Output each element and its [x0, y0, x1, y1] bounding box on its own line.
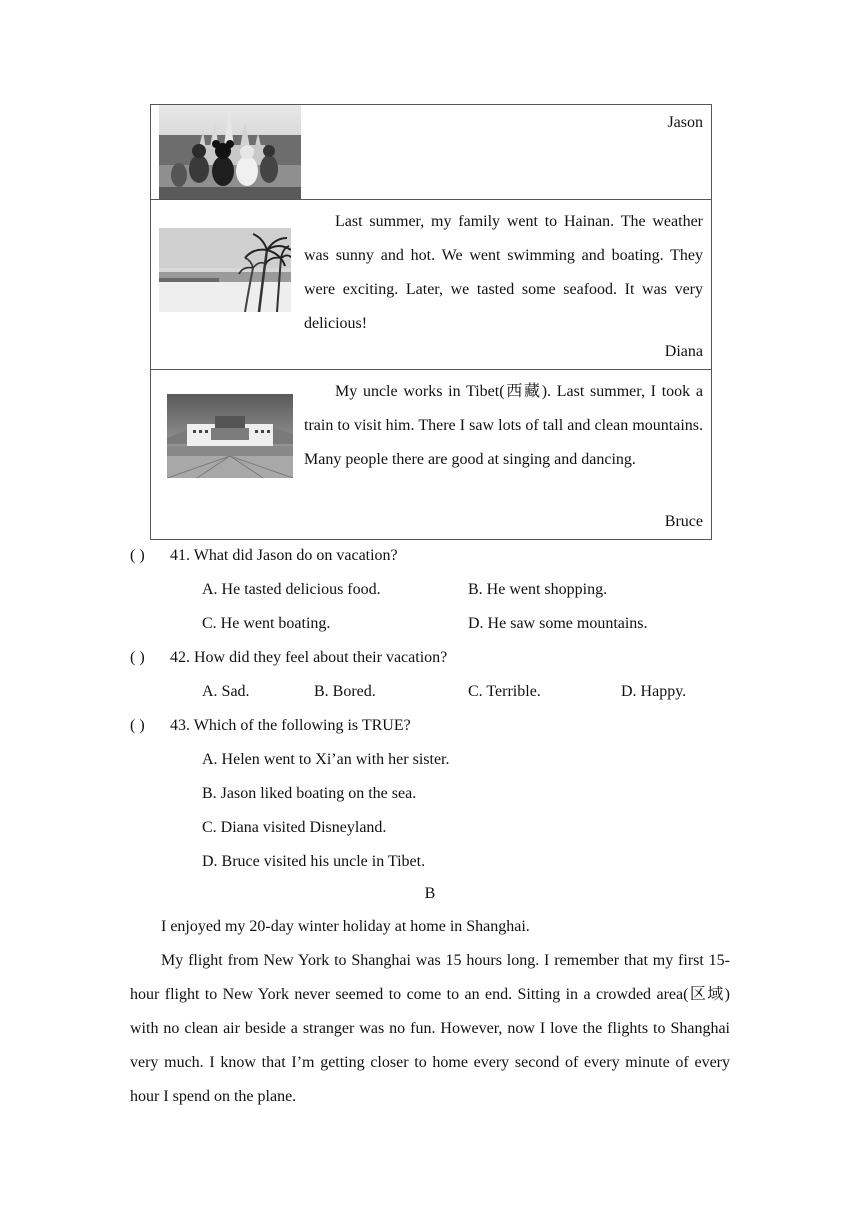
- signature-jason: Jason: [667, 114, 703, 131]
- option-b: B. He went shopping.: [468, 581, 608, 598]
- option-c: C. He went boating.: [202, 615, 331, 632]
- answer-blank[interactable]: ( ): [130, 547, 145, 564]
- signature-bruce: Bruce: [664, 513, 703, 530]
- vacation-entry-text: My uncle works in Tibet(西藏). Last summer, I took a train to visit him. There I saw lots of tall and clean mountains. Many people there are good at singing and dancing.: [304, 383, 703, 468]
- option-d: D. He saw some mountains.: [468, 615, 648, 632]
- option-b: B. Jason liked boating on the sea.: [202, 785, 417, 802]
- passage-paragraph: I enjoyed my 20-day winter holiday at home in Shanghai.: [161, 918, 530, 935]
- table-row: [151, 105, 711, 199]
- option-b: B. Bored.: [314, 683, 376, 700]
- question-43: [130, 716, 411, 736]
- question-stem: 42. How did they feel about their vacation?: [170, 649, 448, 666]
- option-d: D. Bruce visited his uncle in Tibet.: [202, 853, 426, 870]
- table-row: [151, 199, 711, 369]
- question-42: [130, 648, 447, 668]
- signature-diana: Diana: [664, 343, 703, 360]
- question-stem: 43. Which of the following is TRUE?: [170, 717, 411, 734]
- option-c: C. Diana visited Disneyland.: [202, 819, 387, 836]
- option-a: A. He tasted delicious food.: [202, 581, 381, 598]
- passage-paragraph: My flight from New York to Shanghai was 15 hours long. I remember that my first 15-hour flight to New York never seemed to come to an end. Sitting in a crowded area(区域) with no clean air beside a stranger was no fun. However, now I love the flights to Shanghai very much. I know that I’m getting closer to home every second of every minute of every hour I spend on the plane.: [130, 952, 730, 1105]
- option-c: C. Terrible.: [468, 683, 541, 700]
- vacation-table: [150, 104, 712, 540]
- potala-palace-photo: [167, 394, 293, 478]
- vacation-entry-text: Last summer, my family went to Hainan. The weather was sunny and hot. We went swimming and boating. They were exciting. Later, we tasted some seafood. It was very delicious!: [304, 213, 703, 332]
- section-heading: B: [424, 885, 436, 902]
- answer-blank[interactable]: ( ): [130, 717, 145, 734]
- question-stem: 41. What did Jason do on vacation?: [170, 547, 398, 564]
- option-d: D. Happy.: [621, 683, 687, 700]
- beach-palm-trees-photo: [159, 228, 291, 312]
- table-row: [151, 369, 711, 539]
- question-41: [130, 546, 398, 566]
- disneyland-castle-characters-photo: [159, 105, 301, 199]
- option-a: A. Helen went to Xi’an with her sister.: [202, 751, 450, 768]
- option-a: A. Sad.: [202, 683, 250, 700]
- answer-blank[interactable]: ( ): [130, 649, 145, 666]
